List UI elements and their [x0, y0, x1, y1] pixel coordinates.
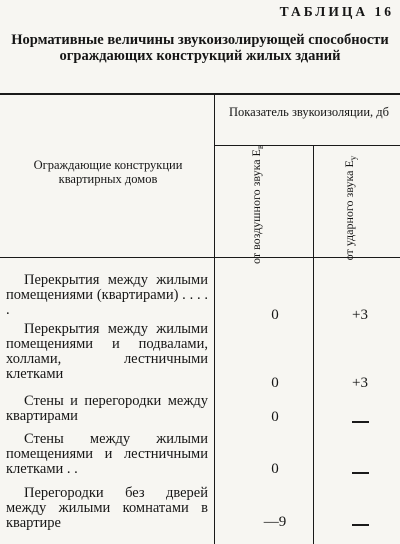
row-label: Стены и перегородки между квартирами [6, 393, 208, 424]
table-title: Нормативные величины звукоизолирующей способности ограждающих конструкций жилых зданий [11, 32, 389, 64]
impact-value: +3 [352, 375, 368, 391]
row-label: Перекрытия между жилыми помещениями (квартирами) . . . . . [6, 272, 208, 318]
impact-value-dash [352, 524, 369, 526]
table-top-rule [0, 93, 400, 95]
impact-value: +3 [352, 307, 368, 323]
header-bottom-rule [0, 257, 400, 258]
group-header: Показатель звукоизоляции, дб [229, 105, 389, 119]
airborne-value: 0 [271, 409, 279, 425]
column-divider-2 [313, 145, 314, 544]
row-label: Перегородки без дверей между жилыми комнатами в квартире [6, 485, 208, 531]
airborne-value: —9 [263, 514, 287, 530]
row-label: Стены между жилыми помещениями и лестничными клетками . . [6, 431, 208, 477]
airborne-value: 0 [271, 375, 279, 391]
impact-value-dash [352, 472, 369, 474]
airborne-value: 0 [271, 461, 279, 477]
column-divider-1 [214, 93, 215, 544]
row-header: Ограждающие конструкции квартирных домов [33, 158, 183, 186]
row-label: Перекрытия между жилыми помещениями и подвалами, холлами, лестничными клетками [6, 321, 208, 382]
header-group-rule [214, 145, 400, 146]
column-header-airborne: от воздушного звука $E_в$ [249, 144, 265, 264]
airborne-value: 0 [271, 307, 279, 323]
column-header-impact: от ударного звука $E_у$ [342, 155, 358, 261]
impact-value-dash [352, 421, 369, 423]
table-number: ТАБЛИЦА 16 [279, 4, 394, 19]
